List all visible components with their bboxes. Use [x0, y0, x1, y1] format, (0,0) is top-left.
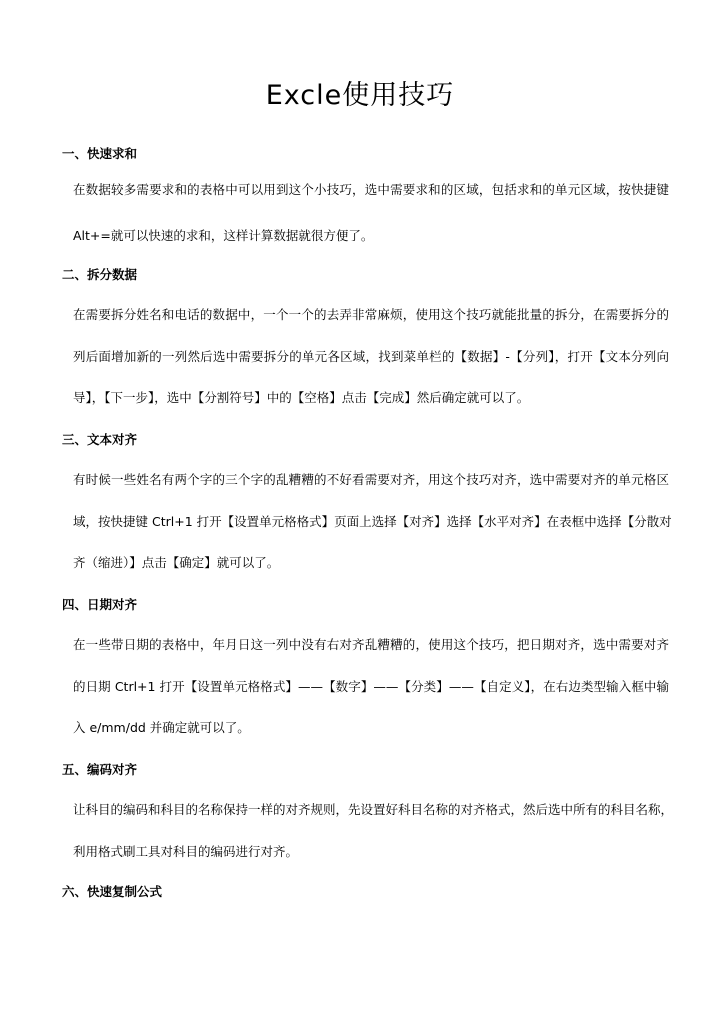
paragraph-line: 齐（缩进）】点击【确定】就可以了。 [73, 555, 280, 570]
section-heading-2: 二、拆分数据 [62, 267, 138, 282]
paragraph-line: 入 e/mm/dd 并确定就可以了。 [73, 720, 250, 735]
page-title: Excle使用技巧 [265, 80, 455, 111]
section-heading-4: 四、日期对齐 [62, 597, 138, 612]
paragraph-line: 在一些带日期的表格中，年月日这一列中没有右对齐乱糟糟的，使用这个技巧，把日期对齐，选中需要对齐 [73, 637, 669, 652]
paragraph-line: 有时候一些姓名有两个字的三个字的乱糟糟的不好看需要对齐，用这个技巧对齐，选中需要对齐的单元格区 [73, 472, 669, 487]
section-heading-1: 一、快速求和 [62, 146, 138, 161]
section-heading-3: 三、文本对齐 [62, 432, 138, 447]
section-heading-5: 五、编码对齐 [62, 762, 138, 777]
paragraph-line: 列后面增加新的一列然后选中需要拆分的单元各区域，找到菜单栏的【数据】-【分列】，打开【文本分列向 [73, 349, 669, 364]
paragraph-line: 域，按快捷键 Ctrl+1 打开【设置单元格格式】页面上选择【对齐】选择【水平对齐】在表框中选择【分散对 [73, 514, 672, 529]
paragraph-line: 的日期 Ctrl+1 打开【设置单元格格式】——【数字】——【分类】——【自定义】，在右边类型输入框中输 [73, 679, 669, 694]
paragraph-line: 在数据较多需要求和的表格中可以用到这个小技巧，选中需要求和的区域，包括求和的单元区域，按快捷键 [73, 182, 669, 197]
paragraph-line: 让科目的编码和科目的名称保持一样的对齐规则，先设置好科目名称的对齐格式，然后选中所有的科目名称， [73, 802, 674, 817]
section-heading-6: 六、快速复制公式 [62, 884, 163, 899]
paragraph-line: 利用格式刷工具对科目的编码进行对齐。 [73, 844, 299, 859]
paragraph-line: 在需要拆分姓名和电话的数据中，一个一个的去弄非常麻烦，使用这个技巧就能批量的拆分，在需要拆分的 [73, 307, 669, 322]
paragraph-line: 导】，【下一步】，选中【分割符号】中的【空格】点击【完成】然后确定就可以了。 [73, 390, 530, 405]
paragraph-line: Alt+=就可以快速的求和，这样计算数据就很方便了。 [73, 228, 374, 243]
